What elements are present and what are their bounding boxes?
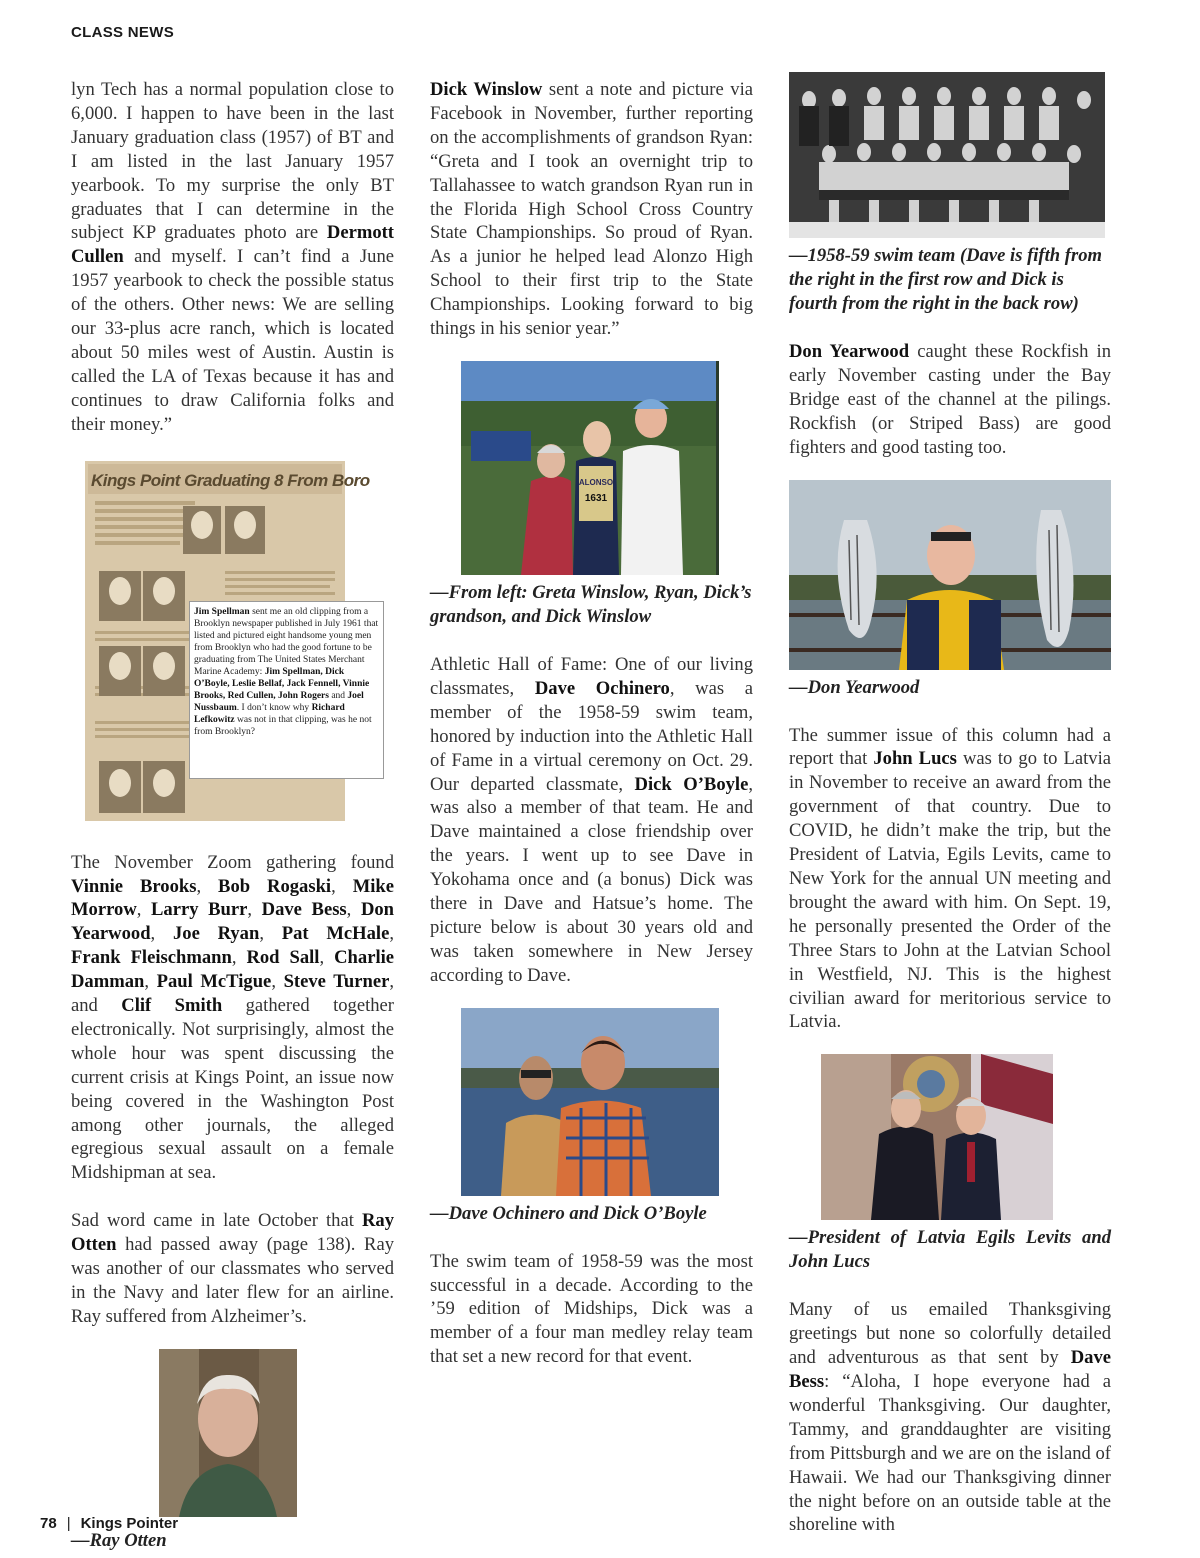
bib-school: ALONSO	[578, 477, 614, 487]
column-left	[71, 78, 394, 1553]
paragraph-dave-bess: Many of us emailed Thanksgiving greetings but none so colorfully detailed and adventurous as that sent by Dave Bess: “Aloha, I hope everyone had a wonderful Thanksgiving. Our daughter, Tammy, and granddaughter are visiting from Pittsburgh and we are on the island of Hawaii. We had our Thanksgiving dinner the night before on an outside table at the shoreline with	[789, 1299, 1111, 1536]
paragraph-hall-of-fame: Athletic Hall of Fame: One of our living classmates, Dave Ochinero, was a member of the 1958-59 swim team, honored by induction into the Athletic Hall of Fame in a virtual ceremony on Oct. 29. Our departed classmate, Dick O’Boyle, was also a member of that team. He and Dave maintained a close friendship over the years. I went up to see Dave in Yokohama once and (a bonus) Dick was there in Dave and Hatsue’s home. The picture below is about 30 years old and was taken somewhere in New Jersey according to Dave.	[430, 653, 754, 986]
caption-winslow: —From left: Greta Winslow, Ryan, Dick’s grandson, and Dick Winslow	[430, 581, 752, 627]
photo-ray-otten	[159, 1349, 297, 1517]
paragraph-swim-record: The swim team of 1958-59 was the most successful in a decade. According to the ’59 edition of Midships, Dick was a member of a four man medley relay team that set a new record for that event.	[430, 1250, 753, 1368]
paragraph-don-yearwood: Don Yearwood caught these Rockfish in early November casting under the Bay Bridge east of the channel at the pilings. Rockfish (or Striped Bass) are good fighters and good tasting too.	[789, 341, 1111, 458]
caption-levits-lucs: —President of Latvia Egils Levits and John Lucs	[789, 1227, 1111, 1273]
caption-swim-team: —1958-59 swim team (Dave is fifth from the right in the first row and Dick is fourth from the right in the back row)	[789, 245, 1102, 314]
section-label: CLASS NEWS	[71, 24, 175, 41]
column-middle	[430, 78, 753, 1369]
photo-swim-team	[789, 72, 1105, 238]
page-number: 78	[40, 1515, 57, 1532]
caption-ochinero: —Dave Ochinero and Dick O’Boyle	[430, 1202, 707, 1224]
paragraph-ray-otten: Sad word came in late October that Ray Otten had passed away (page 138). Ray was another of our classmates who served in the Navy and later flew for an airline. Ray suffered from Alzheimer’s.	[71, 1210, 394, 1327]
caption-don-yearwood: —Don Yearwood	[789, 676, 920, 698]
newspaper-clipping	[85, 461, 415, 821]
clipping-headline: Kings Point Graduating 8 From Boro	[91, 470, 370, 490]
clipping-note: Jim Spellman sent me an old clipping from a Brooklyn newspaper published in July 1961 that listed and pictured eight handsome young men from Brooklyn who had the good fortune to be graduating from The United States Merchant Marine Academy: Jim Spellman, Dick O’Boyle, Leslie Bellaf, Jack Fennell, Vinnie Brooks, Red Cullen, John Rogers and Joel Nussbaum. I don’t know why Richard Lefkowitz was not in that clipping, was he not from Brooklyn?	[189, 601, 384, 779]
publication-name: Kings Pointer	[80, 1515, 179, 1532]
footer-separator: |	[66, 1515, 71, 1532]
photo-rockfish	[789, 480, 1111, 670]
page-footer	[40, 1515, 178, 1532]
photo-winslow-family	[461, 361, 719, 575]
photo-levits-lucs	[821, 1054, 1053, 1220]
bib-number: 1631	[584, 492, 608, 504]
paragraph-john-lucs: The summer issue of this column had a report that John Lucs was to go to Latvia in November to receive an award from the government of that country. Due to COVID, he didn’t make the trip, but the President of Latvia, Egils Levits, came to New York for the annual UN meeting and brought the award with him. On Sept. 19, he personally presented the Order of the Three Stars to John at the Latvian School in Westfield, NJ. This is the highest civilian award for meritorious service to Latvia.	[789, 724, 1112, 1033]
paragraph-dick-winslow: Dick Winslow sent a note and picture via Facebook in November, further reporting on the accomplishments of grandson Ryan: “Greta and I took an overnight trip to Tallahassee to watch grandson Ryan run in the Florida High School Cross Country State Championships. So proud of Ryan. As a junior he helped lead Alonzo High School to their first trip to the State Championships. Looking forward to big things in his senior year.”	[430, 79, 753, 340]
paragraph-zoom-gathering: The November Zoom gathering found Vinnie Brooks, Bob Rogaski, Mike Morrow, Larry Burr, Dave Bess, Don Yearwood, Joe Ryan, Pat McHale, Frank Fleischmann, Rod Sall, Charlie Damman, Paul McTigue, Steve Turner, and Clif Smith gathered together electronically. Not surprisingly, almost the whole hour was spent discussing the current crisis at Kings Point, an issue now being covered in the Washington Post among other journals, the alleged egregious sexual assault on a female Midshipman at sea.	[71, 851, 395, 1184]
caption-ray-otten: —Ray Otten	[71, 1529, 167, 1551]
paragraph-brooklyn-tech: lyn Tech has a normal population close to 6,000. I happen to have been in the last January graduation class (1957) of BT and I am listed in the last January 1957 yearbook. To my surprise the only BT graduates that I can determine in the subject KP graduates photo are Dermott Cullen and myself. I can’t find a June 1957 yearbook to check the possible status of the others. Other news: We are selling our 33-plus acre ranch, which is located about 50 miles west of Austin. Austin is called the LA of Texas because it has and continues to draw California folks and their money.”	[71, 79, 394, 435]
photo-ochinero-oboyle	[461, 1008, 719, 1196]
column-right	[789, 72, 1111, 1537]
